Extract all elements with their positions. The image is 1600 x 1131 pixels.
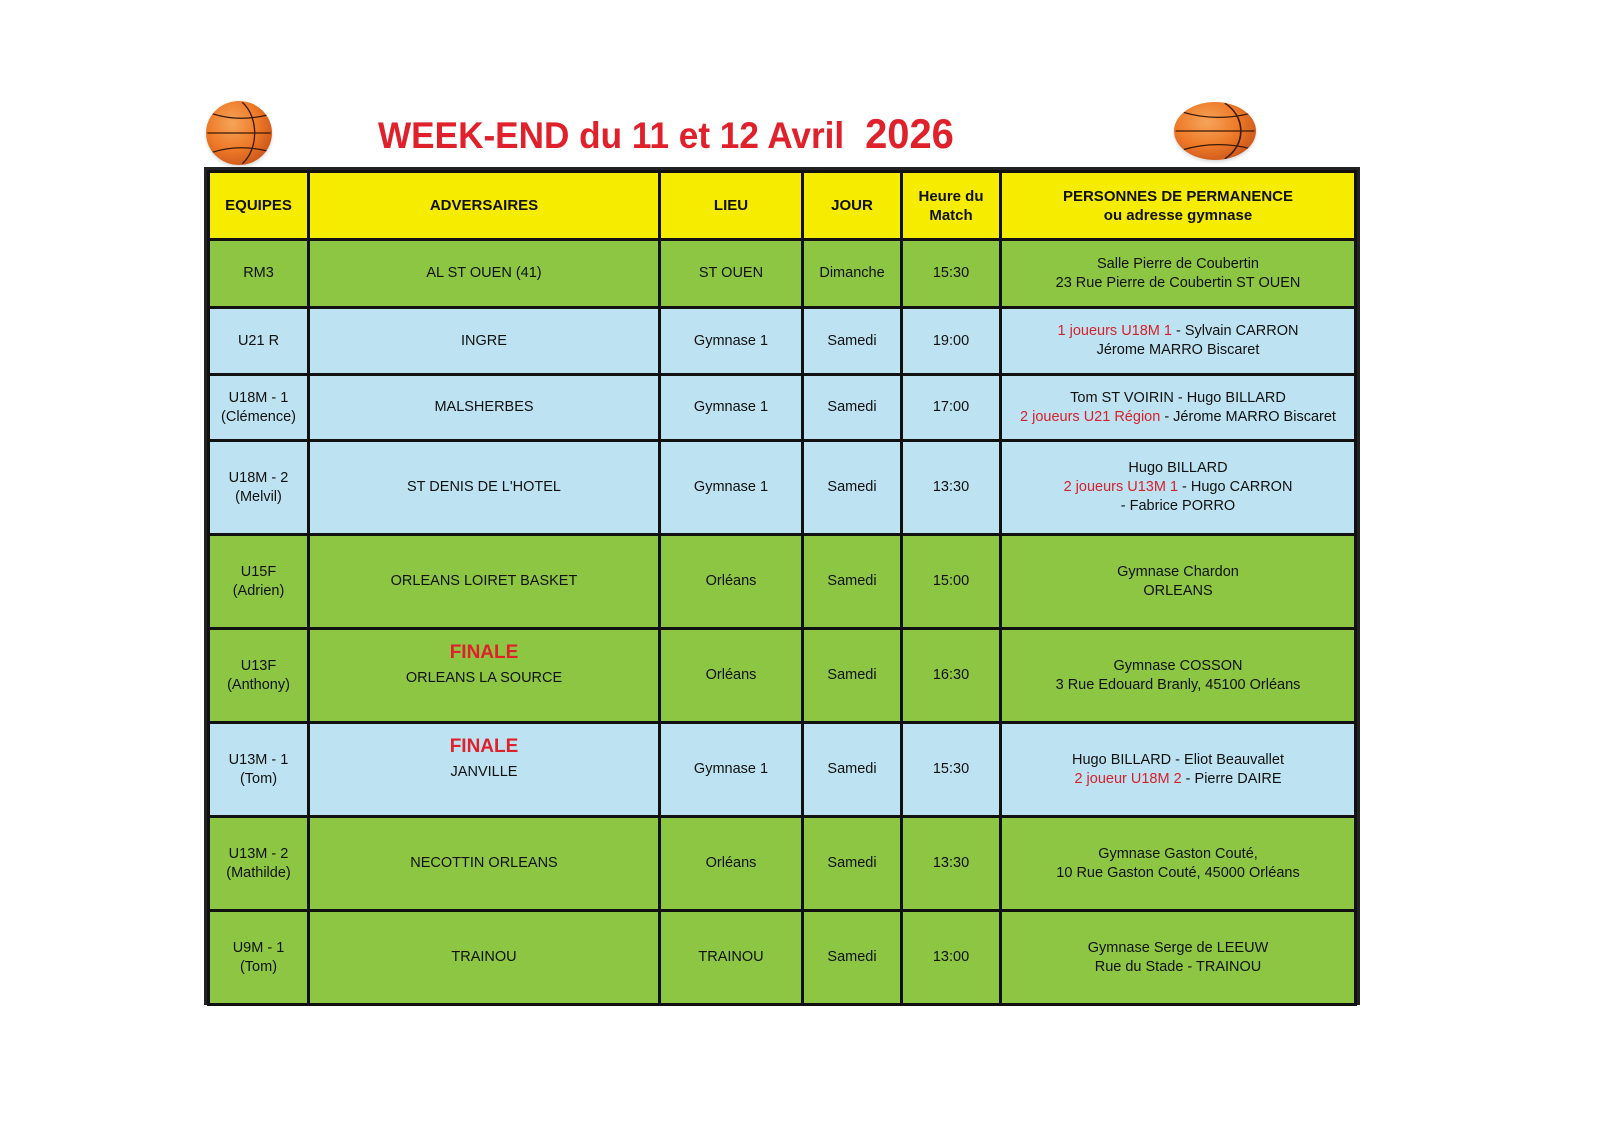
permanence-line (1006, 864, 1350, 883)
player-note: 2 joueurs U13M 1 (1063, 479, 1179, 495)
cell-equipe (209, 535, 309, 629)
header-line: Heure du (918, 187, 984, 205)
cell-permanence (1001, 308, 1356, 375)
cell-jour: Samedi (803, 535, 902, 629)
permanence-line (1006, 939, 1350, 958)
column-header-lieu: LIEU (660, 172, 803, 240)
permanence-line (1006, 389, 1350, 408)
header-line: ou adresse gymnase (1103, 206, 1253, 224)
permanence-line (1006, 322, 1350, 341)
cell-equipe (209, 441, 309, 535)
permanence-text: Hugo BILLARD (1128, 460, 1228, 476)
cell-jour: Samedi (803, 308, 902, 375)
basketball-icon (206, 101, 272, 165)
opponent-name: ORLEANS LOIRET BASKET (390, 573, 578, 589)
player-note: 2 joueurs U21 Région (1020, 408, 1161, 425)
cell-jour: Samedi (803, 629, 902, 723)
cell-equipe (209, 308, 309, 375)
permanence-line (1006, 408, 1350, 427)
permanence-text: - Fabrice PORRO (1120, 498, 1236, 514)
team-name: RM3 (243, 265, 274, 281)
permanence-text: ORLEANS (1143, 582, 1213, 599)
basketball-icon (1174, 102, 1256, 160)
cell-adversaire (309, 535, 660, 629)
permanence-text: Gymnase Chardon (1117, 563, 1239, 580)
cell-jour: Samedi (803, 375, 902, 441)
permanence-line (1006, 676, 1350, 695)
cell-equipe (209, 723, 309, 817)
cell-permanence (1001, 441, 1356, 535)
spacer (314, 688, 654, 710)
cell-lieu: ST OUEN (660, 240, 803, 308)
cell-jour: Samedi (803, 911, 902, 1005)
permanence-line (1006, 845, 1350, 864)
permanence-line (1006, 657, 1350, 676)
permanence-line (1006, 770, 1350, 789)
cell-jour: Dimanche (803, 240, 902, 308)
cell-equipe (209, 240, 309, 308)
team-coach: (Clémence) (221, 408, 296, 425)
team-name: U21 R (237, 332, 280, 349)
permanence-text: Jérome MARRO Biscaret (1096, 342, 1260, 358)
cell-heure: 15:30 (902, 723, 1001, 817)
permanence-text: 10 Rue Gaston Couté, 45000 Orléans (1056, 864, 1300, 881)
table-row (209, 911, 1356, 1005)
cell-lieu: Gymnase 1 (660, 441, 803, 535)
column-header-heure (902, 172, 1001, 240)
opponent-name: ST DENIS DE L'HOTEL (407, 479, 561, 495)
table-row (209, 535, 1356, 629)
permanence-text: Gymnase Serge de LEEUW (1087, 939, 1269, 956)
title-year: 2026 (865, 110, 954, 157)
column-header-equipes: EQUIPES (209, 172, 309, 240)
cell-lieu: TRAINOU (660, 911, 803, 1005)
cell-adversaire (309, 911, 660, 1005)
permanence-line (1006, 255, 1350, 274)
permanence-line (1006, 497, 1350, 516)
spacer (314, 782, 654, 804)
permanence-text: Salle Pierre de Coubertin (1096, 255, 1259, 272)
cell-heure: 13:30 (902, 441, 1001, 535)
cell-heure: 13:00 (902, 911, 1001, 1005)
permanence-text: Hugo BILLARD - Eliot Beauvallet (1072, 751, 1284, 768)
player-note: 2 joueur U18M 2 (1074, 770, 1182, 787)
team-coach: (Adrien) (232, 582, 285, 599)
cell-jour: Samedi (803, 723, 902, 817)
permanence-line (1006, 274, 1350, 293)
table-row (209, 240, 1356, 308)
team-name: U15F (240, 563, 277, 580)
cell-lieu: Orléans (660, 535, 803, 629)
table-row (209, 817, 1356, 911)
cell-permanence (1001, 723, 1356, 817)
table-header-row (209, 172, 1356, 240)
column-header-jour: JOUR (803, 172, 902, 240)
team-coach: (Tom) (239, 958, 278, 975)
cell-jour: Samedi (803, 441, 902, 535)
cell-permanence (1001, 240, 1356, 308)
cell-adversaire (309, 817, 660, 911)
cell-equipe (209, 375, 309, 441)
permanence-line (1006, 582, 1350, 601)
cell-heure: 16:30 (902, 629, 1001, 723)
permanence-line (1006, 563, 1350, 582)
cell-lieu: Orléans (660, 817, 803, 911)
permanence-line (1006, 459, 1350, 478)
cell-lieu: Gymnase 1 (660, 375, 803, 441)
cell-lieu: Gymnase 1 (660, 723, 803, 817)
permanence-text: - Pierre DAIRE (1181, 770, 1282, 787)
schedule-table (207, 170, 1357, 1006)
cell-permanence (1001, 535, 1356, 629)
permanence-text: 3 Rue Edouard Branly, 45100 Orléans (1055, 676, 1301, 693)
permanence-text: Tom ST VOIRIN - Hugo BILLARD (1070, 389, 1286, 406)
table-row (209, 375, 1356, 441)
finale-badge: FINALE (449, 735, 519, 757)
table-row (209, 629, 1356, 723)
team-name: U18M - 1 (228, 389, 289, 406)
permanence-text: Gymnase Gaston Couté, (1098, 845, 1258, 862)
cell-adversaire (309, 375, 660, 441)
opponent-name: INGRE (461, 332, 507, 349)
cell-permanence (1001, 817, 1356, 911)
table-row (209, 723, 1356, 817)
permanence-text: - Jérome MARRO Biscaret (1160, 408, 1336, 425)
table-row (209, 441, 1356, 535)
permanence-text: - Hugo CARRON (1178, 479, 1293, 495)
opponent-name: ORLEANS LA SOURCE (405, 669, 563, 686)
player-note: 1 joueurs U18M 1 (1057, 323, 1172, 339)
team-coach: (Tom) (239, 770, 278, 787)
cell-adversaire (309, 308, 660, 375)
page-title (378, 110, 954, 160)
opponent-name: TRAINOU (451, 949, 517, 965)
cell-permanence (1001, 375, 1356, 441)
cell-equipe (209, 817, 309, 911)
permanence-line (1006, 751, 1350, 770)
cell-permanence (1001, 911, 1356, 1005)
opponent-name: NECOTTIN ORLEANS (410, 855, 558, 871)
opponent-name: JANVILLE (450, 763, 518, 780)
team-name: U9M - 1 (232, 939, 285, 956)
cell-adversaire (309, 441, 660, 535)
team-name: U18M - 2 (228, 469, 289, 486)
team-name: U13M - 2 (228, 845, 289, 862)
team-coach: (Melvil) (235, 488, 282, 505)
cell-heure: 13:30 (902, 817, 1001, 911)
cell-adversaire (309, 240, 660, 308)
header-line: PERSONNES DE PERMANENCE (1062, 187, 1294, 205)
permanence-text: 23 Rue Pierre de Coubertin ST OUEN (1055, 274, 1301, 291)
cell-equipe (209, 629, 309, 723)
cell-adversaire (309, 629, 660, 723)
schedule-table-frame (204, 167, 1360, 1005)
team-coach: (Mathilde) (226, 864, 291, 881)
permanence-text: Rue du Stade - TRAINOU (1094, 958, 1262, 975)
title-text: WEEK-END du 11 et 12 Avril (378, 115, 845, 156)
cell-heure: 15:30 (902, 240, 1001, 308)
cell-adversaire (309, 723, 660, 817)
permanence-text: Gymnase COSSON (1113, 657, 1243, 674)
permanence-line (1006, 341, 1350, 360)
header-line: Match (929, 206, 973, 224)
cell-heure: 17:00 (902, 375, 1001, 441)
permanence-text: - Sylvain CARRON (1171, 323, 1299, 339)
finale-badge: FINALE (449, 641, 519, 663)
permanence-line (1006, 958, 1350, 977)
cell-heure: 15:00 (902, 535, 1001, 629)
team-name: U13M - 1 (228, 751, 289, 768)
opponent-name: MALSHERBES (434, 399, 534, 415)
team-name: U13F (240, 657, 277, 674)
cell-heure: 19:00 (902, 308, 1001, 375)
cell-equipe (209, 911, 309, 1005)
permanence-line (1006, 478, 1350, 497)
team-coach: (Anthony) (227, 676, 290, 693)
cell-jour: Samedi (803, 817, 902, 911)
cell-lieu: Orléans (660, 629, 803, 723)
opponent-name: AL ST OUEN (41) (426, 265, 542, 281)
column-header-permanence (1001, 172, 1356, 240)
cell-permanence (1001, 629, 1356, 723)
table-row (209, 308, 1356, 375)
column-header-adversaires: ADVERSAIRES (309, 172, 660, 240)
cell-lieu: Gymnase 1 (660, 308, 803, 375)
